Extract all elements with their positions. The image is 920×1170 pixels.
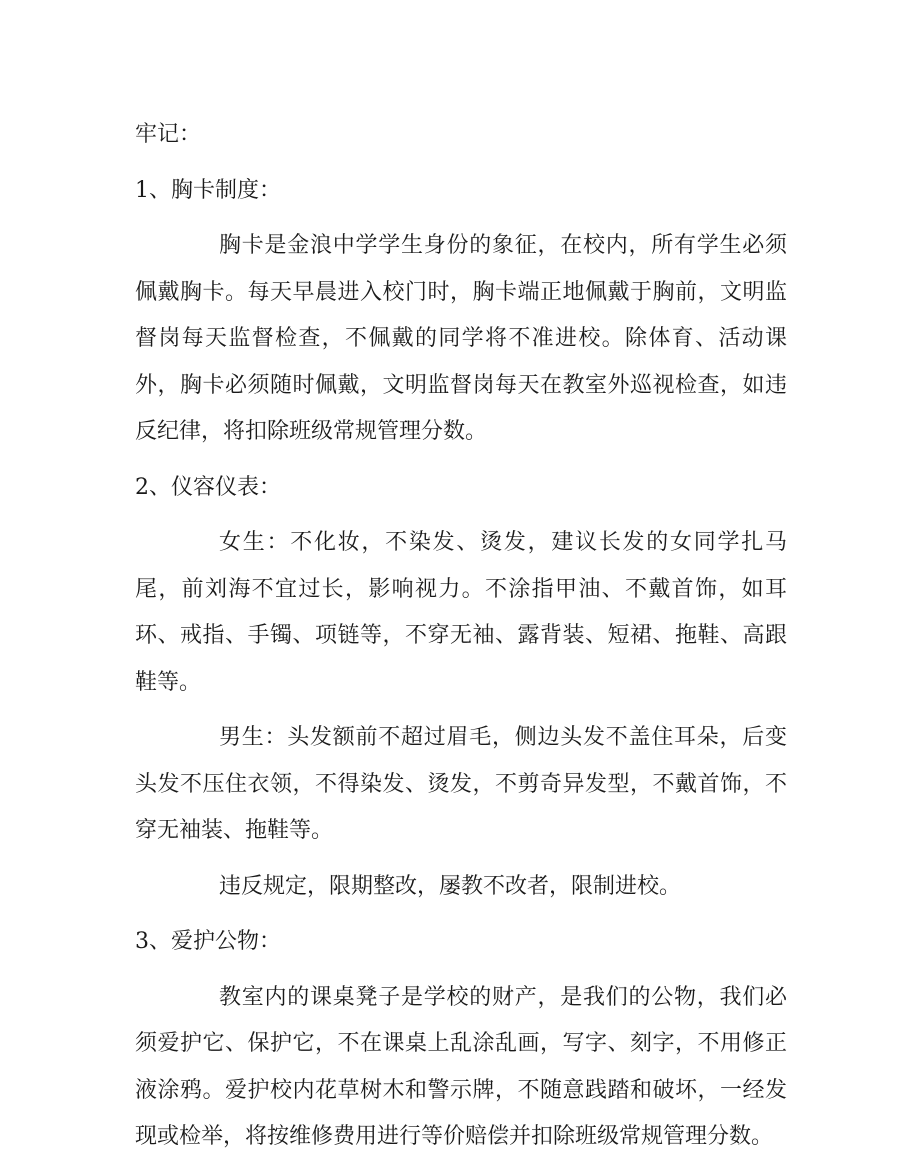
- paragraph-girls-rules: 女生：不化妆，不染发、烫发，建议长发的女同学扎马尾，前刘海不宜过长，影响视力。不涂指甲油、不戴首饰，如耳环、戒指、手镯、项链等，不穿无袖、露背装、短裙、拖鞋、高跟鞋等。: [135, 530, 787, 695]
- section-heading-property: 3、爱护公物：: [135, 929, 281, 954]
- section-heading-appearance: 2、仪容仪表：: [135, 474, 281, 500]
- opening-line: 牢记：: [135, 122, 202, 147]
- paragraph-violation-note: 违反规定，限期整改，屡教不改者，限制进校。: [219, 873, 682, 899]
- section-heading-badge: 1、胸卡制度：: [135, 177, 281, 203]
- paragraph-boys-rules: 男生：头发额前不超过眉毛，侧边头发不盖住耳朵，后变头发不压住衣领，不得染发、烫发，不剪奇异发型，不戴首饰，不穿无袖装、拖鞋等。: [135, 725, 787, 843]
- paragraph-badge-rules: 胸卡是金浪中学学生身份的象征，在校内，所有学生必须佩戴胸卡。每天早晨进入校门时，胸卡端正地佩戴于胸前，文明监督岗每天监督检查，不佩戴的同学将不准进校。除体育、活动课外，胸卡必须随时佩戴，文明监督岗每天在教室外巡视检查，如违反纪律，将扣除班级常规管理分数。: [135, 233, 787, 444]
- document-body: [135, 112, 787, 1170]
- paragraph-property-rules: 教室内的课桌凳子是学校的财产，是我们的公物，我们必须爱护它、保护它，不在课桌上乱涂乱画，写字、刻字，不用修正液涂鸦。爱护校内花草树木和警示牌，不随意践踏和破坏，一经发现或检举，将按维修费用进行等价赔偿并扣除班级常规管理分数。: [135, 984, 787, 1149]
